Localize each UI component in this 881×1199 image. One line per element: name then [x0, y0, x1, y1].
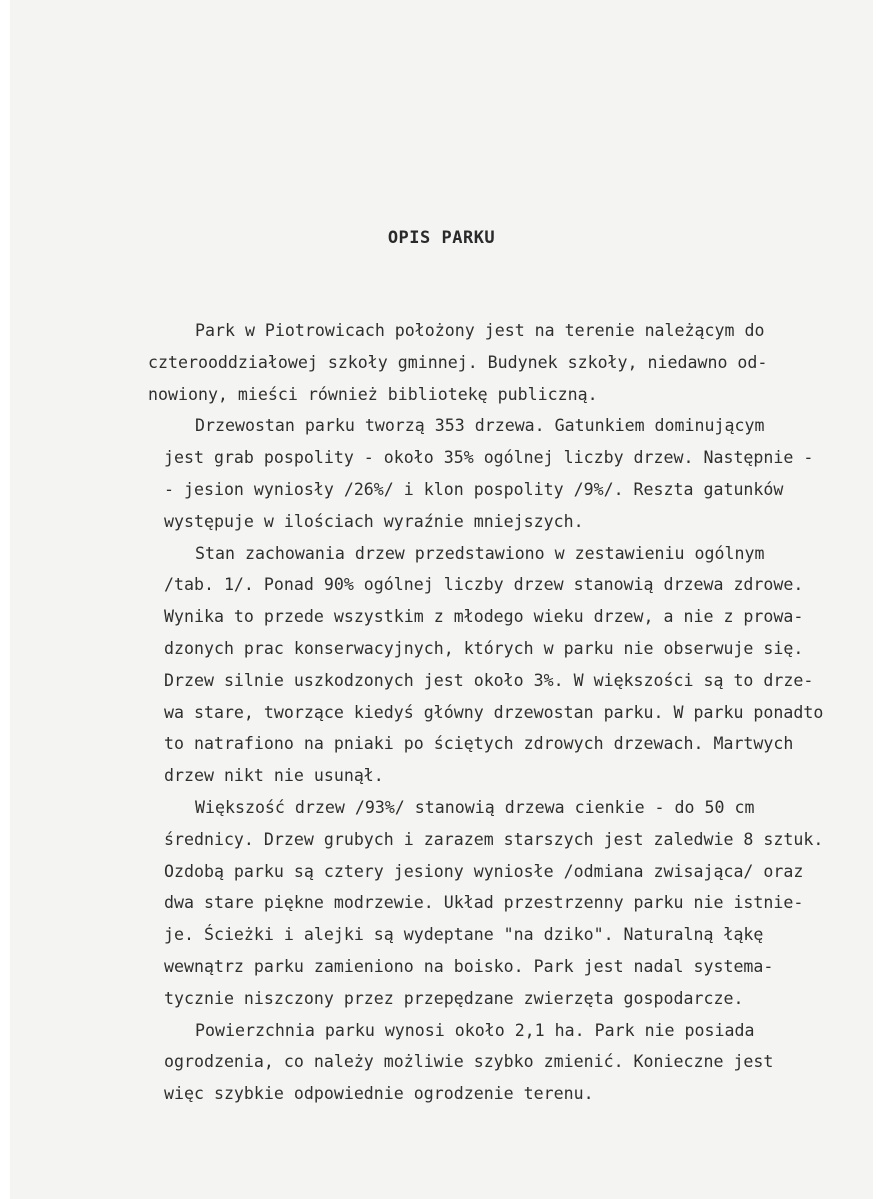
- text-line: dwa stare piękne modrzewie. Układ przestrzenny parku nie istnie-: [164, 893, 804, 913]
- text-line: średnicy. Drzew grubych i zarazem starszych jest zaledwie 8 sztuk.: [164, 829, 824, 849]
- text-line: nowiony, mieści również bibliotekę publiczną.: [148, 384, 598, 404]
- text-line: dzonych prac konserwacyjnych, których w parku nie obserwuje się.: [164, 638, 804, 658]
- text-line: to natrafiono na pniaki po ściętych zdrowych drzewach. Martwych: [164, 734, 794, 754]
- text-line: wewnątrz parku zamieniono na boisko. Park jest nadal systema-: [164, 956, 774, 976]
- text-line: Ozdobą parku są cztery jesiony wyniosłe /odmiana zwisająca/ oraz: [164, 861, 804, 881]
- document-title: OPIS PARKU: [387, 228, 496, 248]
- text-line: ogrodzenia, co należy możliwie szybko zmienić. Konieczne jest: [164, 1052, 774, 1072]
- text-line: Powierzchnia parku wynosi około 2,1 ha. Park nie posiada: [195, 1020, 755, 1040]
- text-line: - jesion wyniosły /26%/ i klon pospolity /9%/. Reszta gatunków: [164, 479, 784, 499]
- text-line: Park w Piotrowicach położony jest na terenie należącym do: [195, 321, 765, 340]
- text-line: je. Ścieżki i alejki są wydeptane "na dziko". Naturalną łąkę: [164, 925, 764, 945]
- text-line: więc szybkie odpowiednie ogrodzenie terenu.: [164, 1084, 594, 1104]
- text-line: występuje w ilościach wyraźnie mniejszych.: [164, 511, 584, 531]
- text-line: drzew nikt nie usunął.: [164, 766, 384, 786]
- text-line: czterooddziałowej szkoły gminnej. Budynek szkoły, niedawno od-: [148, 352, 768, 372]
- text-line: /tab. 1/. Ponad 90% ogólnej liczby drzew stanowią drzewa zdrowe.: [164, 575, 804, 595]
- document-body: [150, 315, 870, 1110]
- text-line: tycznie niszczony przez przepędzane zwierzęta gospodarcze.: [164, 988, 744, 1008]
- text-line: Stan zachowania drzew przedstawiono w zestawieniu ogólnym: [195, 543, 765, 563]
- text-line: Większość drzew /93%/ stanowią drzewa cienkie - do 50 cm: [195, 797, 755, 817]
- text-line: Wynika to przede wszystkim z młodego wieku drzew, a nie z prowa-: [164, 607, 804, 627]
- text-line: jest grab pospolity - około 35% ogólnej liczby drzew. Następnie -: [164, 448, 814, 468]
- text-line: Drzewostan parku tworzą 353 drzewa. Gatunkiem dominującym: [195, 416, 765, 436]
- text-line: Drzew silnie uszkodzonych jest około 3%. W większości są to drze-: [164, 670, 814, 690]
- text-line: wa stare, tworzące kiedyś główny drzewostan parku. W parku ponadto: [164, 702, 824, 722]
